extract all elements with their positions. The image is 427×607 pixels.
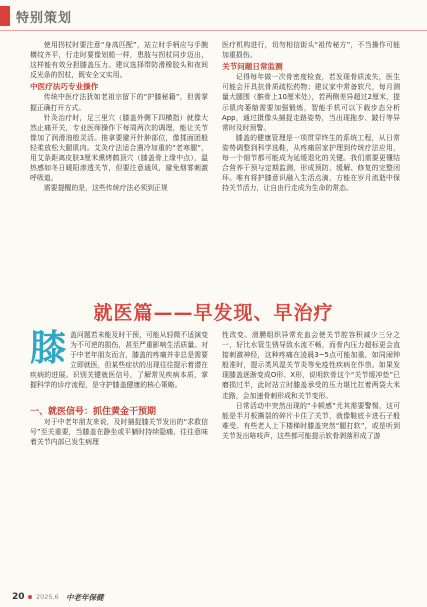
footer-dot xyxy=(28,595,32,599)
subheading: 中医疗法巧专业操作 xyxy=(30,82,99,92)
column-title: 特别策划 xyxy=(16,11,73,26)
bottom-left-column xyxy=(30,330,208,447)
paragraph: 传统中医疗法犹如老祖宗留下的“护膝秘籍”，但需掌握正确打开方式。 xyxy=(30,93,208,112)
subheading: 关节问题日常监测 xyxy=(222,62,283,72)
paragraph: 性改变。滑膜组织异常充血会使关节腔容积减少三分之一，好比水管生锈导致水流不畅，而骨内压力超标更会直接刺激神经，这种疼痛在凌晨3~5点可能加重，如同闹钟般准时，提示类风湿关节炎等免疫性疾病在作祟。如果发现膝盖逐渐变成O形、X形，说明软骨这个“关节缓冲垫”已磨损过半，此时站立时膝盖承受的压力堪比扛着两袋大米走路，会加速骨刺形成和关节变形。 xyxy=(222,331,400,400)
paragraph: 针灸治疗时，足三里穴（膝盖外侧下四横指）就像大然止痛开关，专业医师操作下每周两次的调理，能让关节像加了润滑油般灵活。推拿要避开针肿部位，像揉面团般轻柔放松大腿肌肉。艾灸疗法适合遇冷加重的“老寒腿”，用艾条距离皮肤3厘米熏烤鹤顶穴（膝盖骨上缘中点），温热感如冬日暖阳渗透关节，但要注意通风，避免烟雾刺激呼吸道。 xyxy=(30,113,208,183)
page-header xyxy=(0,0,427,34)
page-number: 20 xyxy=(12,592,25,602)
top-left-column xyxy=(30,40,208,193)
drop-cap: 膝 xyxy=(30,328,67,369)
paragraph: 记得每年做一次骨密度检查，若发现骨质流失，医生可能会开具抗骨质疏松药物；建议家中常备软尺，每月测量大腿围（髌骨上10厘米处），若两侧差异超过2厘米，提示肌肉萎缩需要加强锻炼，智能手机可以下载步态分析App，通过摄像头捕捉走路姿势，当出现拖步、跛行等异常时及时预警。 xyxy=(222,73,400,132)
paragraph: 需要提醒的是，这些传统疗法必须到正规 xyxy=(43,184,168,193)
paragraph: 盖问题若未能及时干预，可能从轻微不适演变为不可逆的损伤，甚至严重影响生活质量。对于中老年朋友而言，膝盖的疼痛并非总是需要立即就医，但某些症状的出现往往提示着潜在疾病的进展。识别关键就医信号，了解常见疾病本质，掌握科学的诊疗流程，是守护膝盖健康的核心策略。 xyxy=(30,331,208,390)
header-divider xyxy=(0,30,427,31)
paragraph: 使用拐杖时要注意“身高匹配”，站立时手柄应与手腕横纹齐平，行走时要像划船一样，患肢与拐杖同步迈出，这样能有效分担膝盖压力。建议选择带防滑橡胶头和夜间反光条的拐杖，既安全又实用。 xyxy=(30,41,208,80)
paragraph: 医疗机构进行，切勿相信街头“祖传秘方”，不当操作可能加重损伤。 xyxy=(222,41,400,60)
paragraph: 日常活动中突然出现的“卡顿感”尤其需要警惕，这可能是半月板撕裂的碎片卡住了关节，就像鞋底卡进石子般难受。有些老人上下楼梯时膝盖突然“腿打软”，或是听到关节发出咯吱声，这些都可能提示软骨剥落形成了游 xyxy=(222,401,400,440)
top-right-column xyxy=(222,40,400,193)
section-header xyxy=(0,290,427,330)
header-accent-bar xyxy=(0,6,10,26)
paragraph: 对于中老年朋友来说，及时捕捉膝关节发出的“求救信号”至关重要，当膝盖在静坐或平躺时持续隐痛，往往意味着关节内部已发生病理 xyxy=(30,417,208,446)
magazine-name: 中老年保健 xyxy=(66,593,104,602)
issue-date: 2025.6 xyxy=(36,593,59,601)
page-footer xyxy=(0,589,427,607)
subheading: 一、就医信号：抓住黄金干预期 xyxy=(30,406,157,417)
paragraph: 膝盖的健康管理是一项贯穿终生的系统工程，从日常姿势调整到科学选鞋，从疼痛居家护理到传统疗法应用，每一个细节都可能成为延缓退化的关键。我们需要更懂结合营养干预与定期监测，形成预防、缓解、修复的完整闭环。唯有将护膝意识融入生活点滴，方能在岁月流逝中保持关节活力，让自由行走成为生命的常态。 xyxy=(222,133,400,193)
bottom-right-column xyxy=(222,330,400,441)
section-title: 就医篇——早发现、早治疗 xyxy=(93,302,334,324)
